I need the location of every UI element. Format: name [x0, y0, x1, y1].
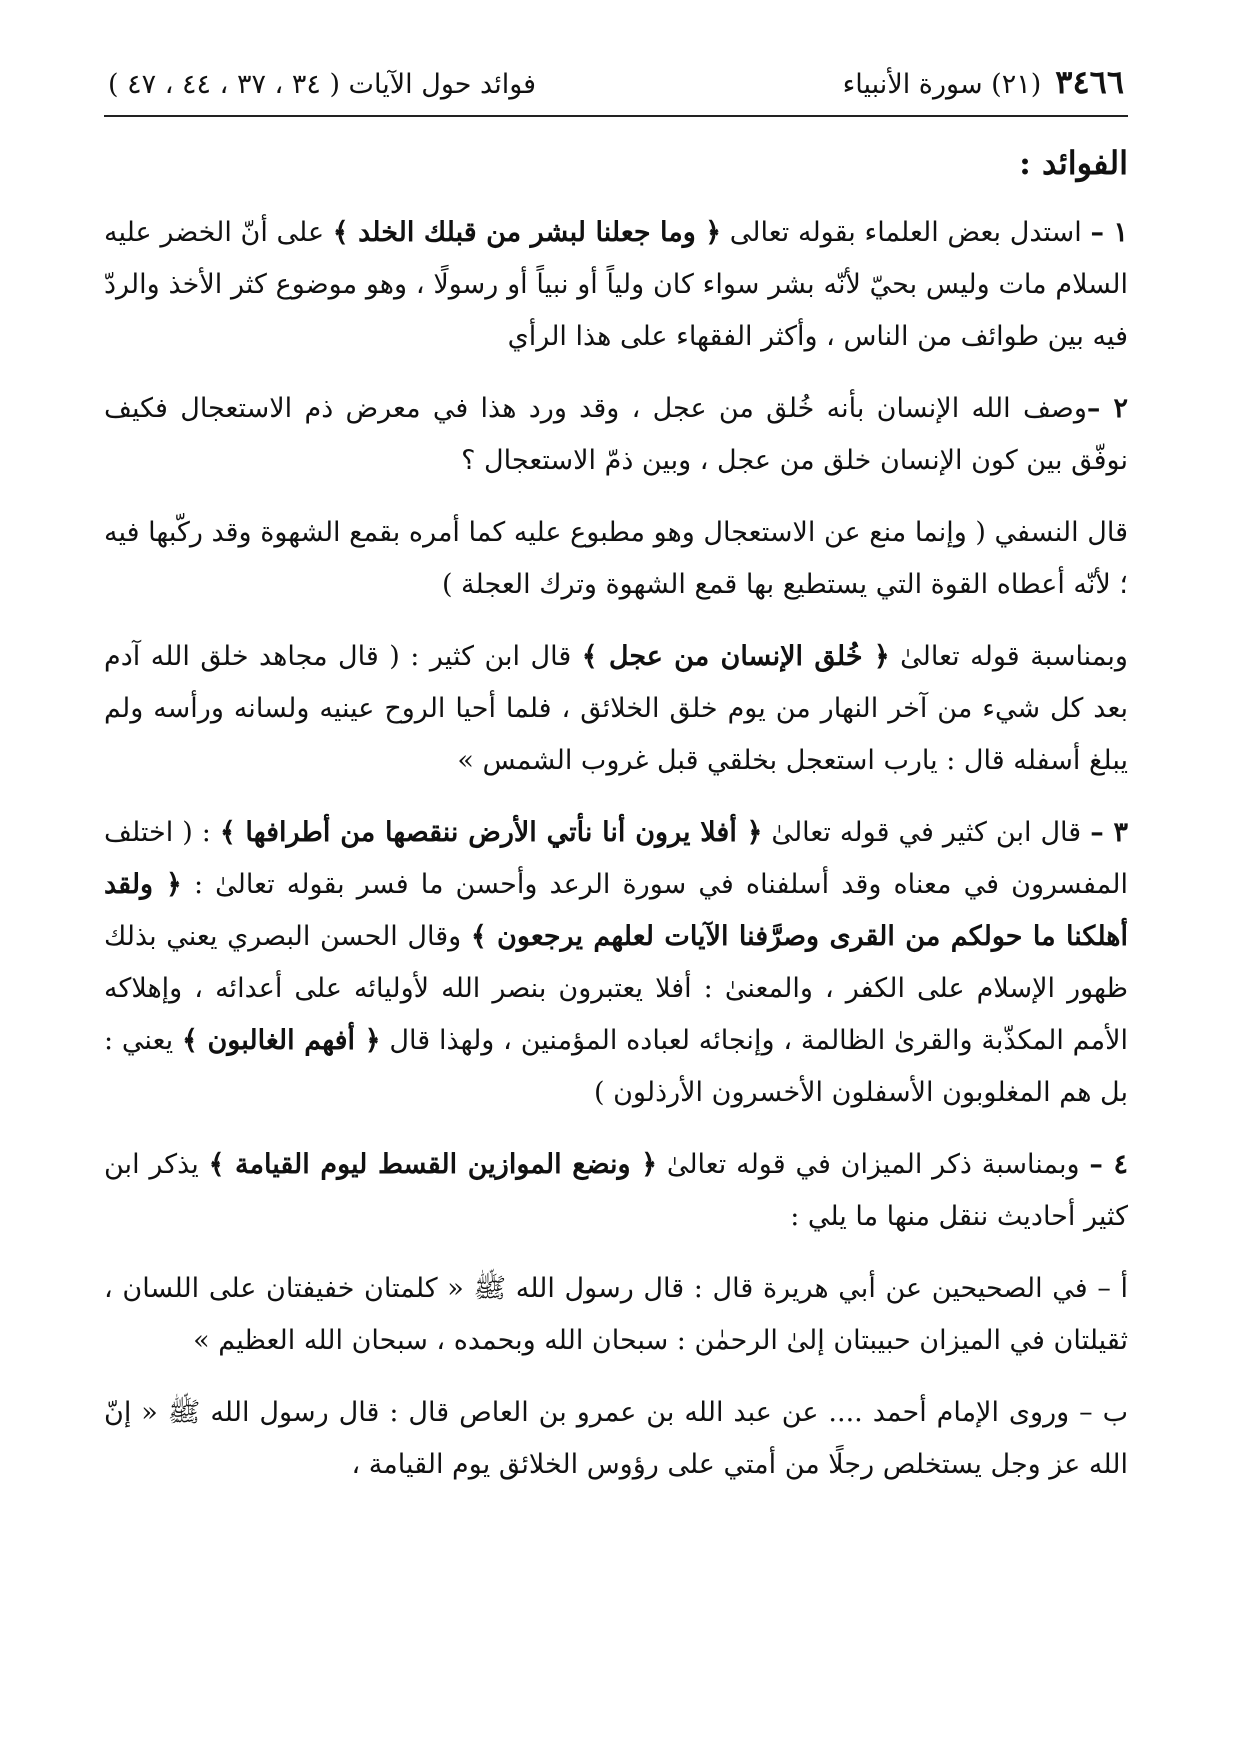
paragraph-8: [104, 1387, 1128, 1491]
page-number: ٣٤٦٦: [1055, 63, 1124, 101]
item-number: ٤ –: [1089, 1149, 1128, 1180]
paragraph-6: [104, 1139, 1128, 1243]
item-number: ٣ –: [1090, 817, 1129, 848]
text-span: أ – في الصحيحين عن أبي هريرة قال : قال رسول الله ﷺ « كلمتان خفيفتان على اللسان ، ثقيلتان في الميزان حبيبتان إلىٰ الرحمٰن : سبحان الله وبحمده ، سبحان الله العظيم »: [104, 1273, 1128, 1356]
text-span: على أنّ الخضر عليه السلام مات وليس بحيّ لأنّه بشر سواء كان ولياً أو نبياً أو رسولًا ، وهو موضوع كثر الأخذ والردّ فيه بين طوائف من الناس ، وأكثر الفقهاء على هذا الرأي: [104, 217, 1128, 352]
quranic-verse: ﴿ ولقد أهلكنا ما حولكم من القرى وصرَّفنا الآيات لعلهم يرجعون ﴾: [104, 869, 1128, 952]
text-span: استدل بعض العلماء بقوله تعالى: [721, 217, 1091, 248]
paragraph-3: [104, 507, 1128, 611]
paragraph-4: [104, 631, 1128, 787]
surah-name: (٢١) سورة الأنبياء: [842, 69, 1042, 100]
text-span: وبمناسبة قوله تعالىٰ: [889, 641, 1128, 672]
paragraph-1: [104, 207, 1128, 363]
text-span: ب – وروى الإمام أحمد .... عن عبد الله بن عمرو بن العاص قال : قال رسول الله ﷺ « إنّ الله عز وجل يستخلص رجلًا من أمتي على رؤوس الخلائق يوم القيامة ،: [104, 1397, 1128, 1480]
section-title: الفوائد :: [1019, 144, 1128, 182]
quranic-verse: ﴿ ونضع الموازين القسط ليوم القيامة ﴾: [208, 1149, 658, 1180]
quranic-verse: ﴿ وما جعلنا لبشر من قبلك الخلد ﴾: [332, 217, 722, 248]
quranic-verse: ﴿ أفلا يرون أنا نأتي الأرض ننقصها من أطرافها ﴾: [219, 817, 763, 848]
text-span: قال ابن كثير في قوله تعالىٰ: [762, 817, 1091, 848]
quranic-verse: ﴿ خُلق الإنسان من عجل ﴾: [581, 641, 890, 672]
paragraph-7: [104, 1263, 1128, 1367]
text-span: يعني : بل هم المغلوبون الأسفلون الأخسرون الأرذلون ): [104, 1025, 1128, 1108]
item-number: ١ –: [1090, 217, 1128, 248]
header-right: [843, 60, 1124, 107]
text-span: يذكر ابن كثير أحاديث ننقل منها ما يلي :: [104, 1149, 1128, 1232]
text-span: وصف الله الإنسان بأنه خُلق من عجل ، وقد ورد هذا في معرض ذم الاستعجال فكيف نوفّق بين كون الإنسان خلق من عجل ، وبين ذمّ الاستعجال ؟: [104, 393, 1128, 476]
text-span: قال النسفي ( وإنما منع عن الاستعجال وهو مطبوع عليه كما أمره بقمع الشهوة وقد ركّبها فيه ؛ لأنّه أعطاه القوة التي يستطيع بها قمع الشهوة وترك العجلة ): [104, 517, 1128, 600]
header-topic: فوائد حول الآيات ( ٣٤ ، ٣٧ ، ٤٤ ، ٤٧ ): [108, 69, 537, 100]
item-number: ٢ –: [1086, 393, 1128, 424]
running-header: [104, 60, 1128, 115]
text-span: وبمناسبة ذكر الميزان في قوله تعالىٰ: [657, 1149, 1090, 1180]
quranic-verse: ﴿ أفهم الغالبون ﴾: [181, 1025, 381, 1056]
paragraph-5: [104, 807, 1128, 1119]
paragraph-2: [104, 383, 1128, 487]
text-span: قال ابن كثير : ( قال مجاهد خلق الله آدم بعد كل شيء من آخر النهار من يوم خلق الخلائق ، فلما أحيا الروح عينيه ولسانه ورأسه ولم يبلغ أسفله قال : يارب استعجل بخلقي قبل غروب الشمس »: [104, 641, 1128, 776]
header-rule: [104, 115, 1128, 117]
text-span: : ( اختلف المفسرون في معناه وقد أسلفناه في سورة الرعد وأحسن ما فسر بقوله تعالىٰ :: [104, 817, 1128, 900]
text-span: وقال الحسن البصري يعني بذلك ظهور الإسلام على الكفر ، والمعنىٰ : أفلا يعتبرون بنصر الله لأوليائه على أعدائه ، وإهلاكه الأمم المكذّبة والقرىٰ الظالمة ، وإنجائه لعباده المؤمنين ، ولهذا قال: [104, 921, 1128, 1056]
